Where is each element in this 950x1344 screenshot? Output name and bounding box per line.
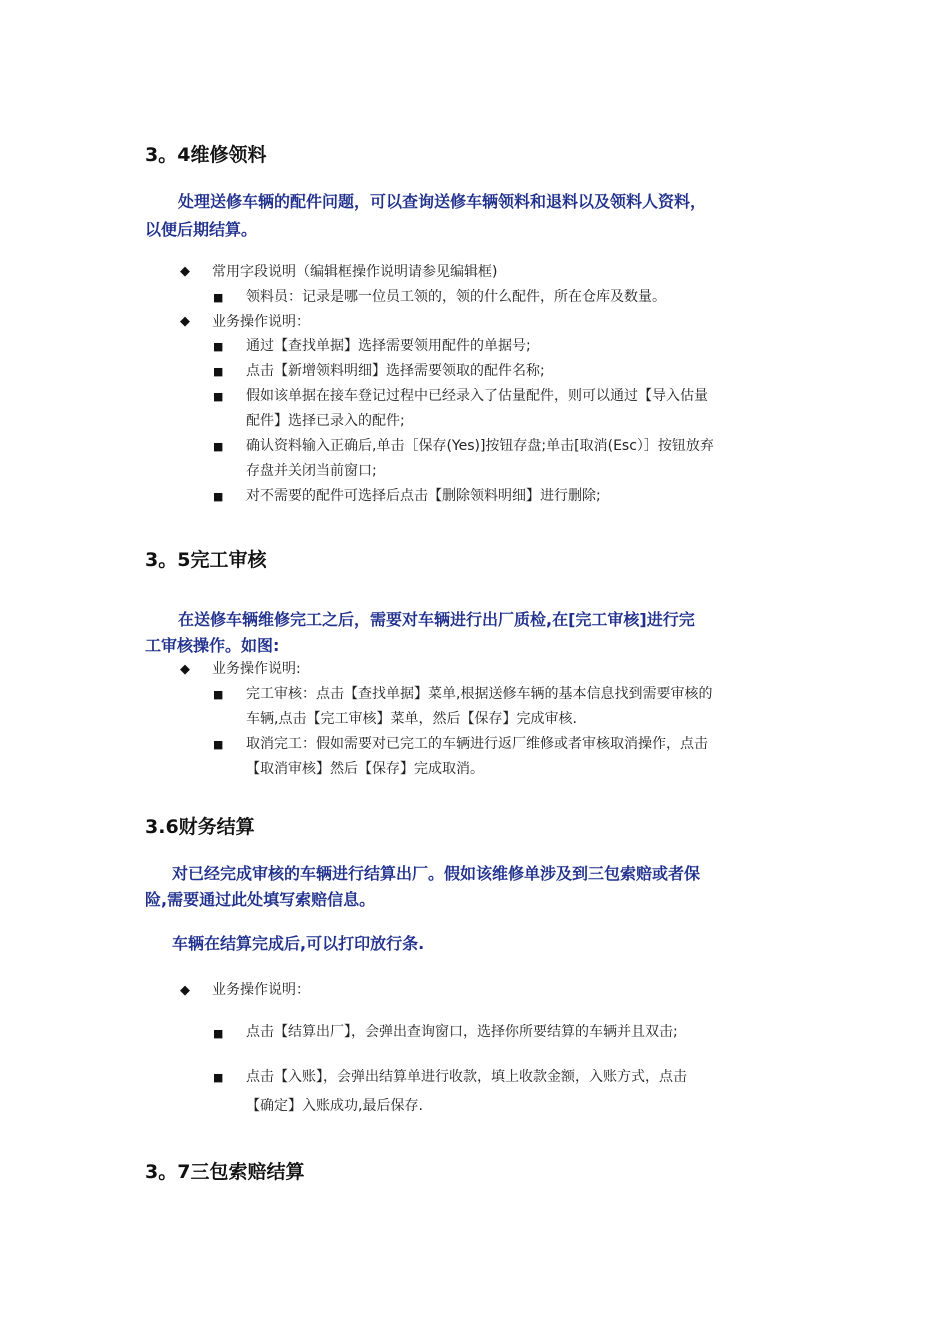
list-item-continued: 车辆,点击【完工审核】菜单，然后【保存】完成审核. <box>246 711 577 727</box>
square-bullet-icon: ■ <box>213 738 224 751</box>
square-bullet-icon: ■ <box>213 390 224 403</box>
list-item: 取消完工：假如需要对已完工的车辆进行返厂维修或者审核取消操作，点击 <box>246 736 708 752</box>
square-bullet-icon: ■ <box>213 365 224 378</box>
section-3-6-intro-2: 车辆在结算完成后,可以打印放行条. <box>172 934 425 953</box>
diamond-bullet-icon: ◆ <box>180 983 190 998</box>
list-item: 点击【入账】，会弹出结算单进行收款，填上收款金额，入账方式，点击 <box>246 1069 687 1085</box>
list-item-continued: 【取消审核】然后【保存】完成取消。 <box>246 761 484 777</box>
section-heading-3-6: 3.6财务结算 <box>145 816 255 838</box>
list-item-continued: 配件】选择已录入的配件; <box>246 413 405 429</box>
square-bullet-icon: ■ <box>213 291 224 304</box>
section-3-5-intro-line-2: 工审核操作。如图: <box>145 636 280 655</box>
bullet-ops-label: 业务操作说明: <box>212 661 301 677</box>
square-bullet-icon: ■ <box>213 1071 224 1084</box>
section-heading-3-4: 3。4维修领料 <box>145 144 267 166</box>
list-item: 确认资料输入正确后,单击［保存(Yes)]按钮存盘;单击[取消(Esc）］按钮放弃 <box>246 438 714 454</box>
square-bullet-icon: ■ <box>213 340 224 353</box>
square-bullet-icon: ■ <box>213 688 224 701</box>
list-item: 点击【结算出厂】，会弹出查询窗口，选择你所要结算的车辆并且双击; <box>246 1024 678 1040</box>
square-bullet-icon: ■ <box>213 440 224 453</box>
list-item: 通过【查找单据】选择需要领用配件的单据号; <box>246 338 531 354</box>
section-3-6-intro-line-1: 对已经完成审核的车辆进行结算出厂。假如该维修单涉及到三包索赔或者保 <box>172 864 701 883</box>
list-item-continued: 存盘并关闭当前窗口; <box>246 463 377 479</box>
square-bullet-icon: ■ <box>213 1027 224 1040</box>
bullet-fields-label: 常用字段说明（编辑框操作说明请参见编辑框) <box>212 264 498 280</box>
list-item: 对不需要的配件可选择后点击【删除领料明细】进行删除; <box>246 488 601 504</box>
diamond-bullet-icon: ◆ <box>180 662 190 677</box>
list-item-continued: 【确定】入账成功,最后保存. <box>246 1098 423 1114</box>
square-bullet-icon: ■ <box>213 490 224 503</box>
diamond-bullet-icon: ◆ <box>180 314 190 329</box>
section-heading-3-7: 3。7三包索赔结算 <box>145 1161 305 1183</box>
list-item: 完工审核：点击【查找单据】菜单,根据送修车辆的基本信息找到需要审核的 <box>246 686 713 702</box>
bullet-ops-label: 业务操作说明： <box>212 982 310 998</box>
section-heading-3-5: 3。5完工审核 <box>145 549 267 571</box>
section-3-4-intro-line-2: 以便后期结算。 <box>145 220 258 239</box>
bullet-ops-label: 业务操作说明： <box>212 314 310 330</box>
diamond-bullet-icon: ◆ <box>180 264 190 279</box>
list-item: 假如该单据在接车登记过程中已经录入了估量配件，则可以通过【导入估量 <box>246 388 708 404</box>
list-item: 点击【新增领料明细】选择需要领取的配件名称; <box>246 363 545 379</box>
list-item: 领料员：记录是哪一位员工领的，领的什么配件，所在仓库及数量。 <box>246 289 666 305</box>
section-3-5-intro-line-1: 在送修车辆维修完工之后，需要对车辆进行出厂质检,在[完工审核]进行完 <box>178 610 695 629</box>
section-3-4-intro-line-1: 处理送修车辆的配件问题，可以查询送修车辆领料和退料以及领料人资料， <box>178 192 707 211</box>
section-3-6-intro-line-2: 险,需要通过此处填写索赔信息。 <box>145 890 376 909</box>
